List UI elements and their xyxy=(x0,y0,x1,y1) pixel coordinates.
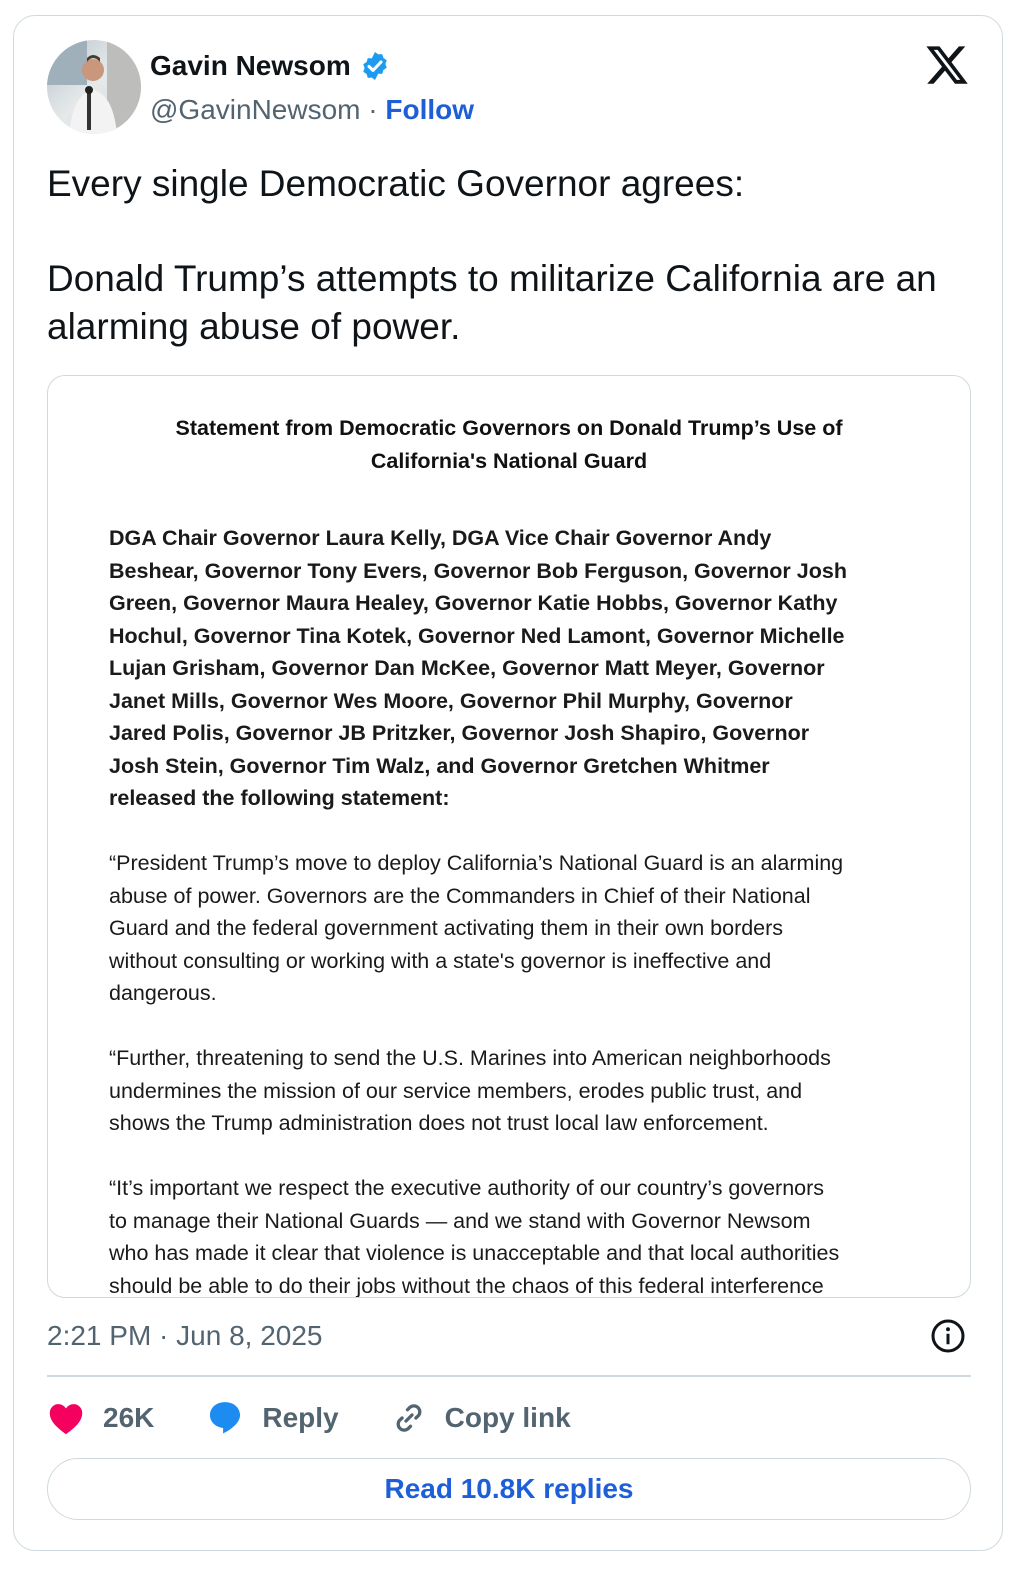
statement-line: Green, Governor Maura Healey, Governor Katie Hobbs, Governor Kathy xyxy=(109,591,838,615)
statement-line: abuse of power. Governors are the Commanders in Chief of their National xyxy=(109,883,811,908)
avatar[interactable] xyxy=(47,40,141,134)
action-bar xyxy=(47,1396,623,1440)
statement-line: should be able to do their jobs without the chaos of this federal interference xyxy=(109,1273,824,1298)
statement-title xyxy=(48,412,970,478)
heart-icon xyxy=(47,1401,85,1435)
statement-line: “Further, threatening to send the U.S. Marines into American neighborhoods xyxy=(109,1046,831,1070)
tweet-paragraph: Donald Trump’s attempts to militarize California are an alarming abuse of power. xyxy=(47,258,937,347)
statement-line: Jared Polis, Governor JB Pritzker, Governor Josh Shapiro, Governor xyxy=(109,721,810,745)
statement-line: Josh Stein, Governor Tim Walz, and Governor Gretchen Whitmer xyxy=(109,753,770,778)
statement-line: undermines the mission of our service members, erodes public trust, and xyxy=(109,1078,803,1103)
statement-line: Beshear, Governor Tony Evers, Governor Bob Ferguson, Governor Josh xyxy=(109,558,847,583)
statement-line: Guard and the federal government activating them in their own borders xyxy=(109,916,784,940)
statement-line: shows the Trump administration does not trust local law enforcement. xyxy=(109,1111,769,1135)
copy-link-label: Copy link xyxy=(444,1402,571,1433)
title-line: California's National Guard xyxy=(370,449,648,473)
divider xyxy=(47,1375,971,1377)
x-logo-icon[interactable] xyxy=(924,42,970,88)
like-button[interactable] xyxy=(47,1401,154,1435)
statement-paragraph-2 xyxy=(109,1042,831,1140)
author-name[interactable]: Gavin Newsom xyxy=(150,50,391,82)
statement-line: “President Trump’s move to deploy California’s National Guard is an alarming xyxy=(109,851,844,875)
link-icon xyxy=(391,1400,427,1436)
statement-line: dangerous. xyxy=(109,981,217,1005)
author-handle-row xyxy=(150,94,474,126)
title-line: Statement from Democratic Governors on Donald Trump’s Use of xyxy=(175,416,843,440)
reply-bubble-icon xyxy=(206,1399,244,1437)
verified-badge-icon xyxy=(359,50,391,82)
separator: · xyxy=(368,94,378,125)
statement-intro xyxy=(109,522,847,815)
statement-paragraph-3 xyxy=(109,1172,839,1298)
statement-line: Hochul, Governor Tina Kotek, Governor Ned Lamont, Governor Michelle xyxy=(109,623,845,648)
read-replies-button[interactable]: Read 10.8K replies xyxy=(47,1458,971,1520)
info-icon[interactable] xyxy=(930,1318,966,1354)
statement-paragraph-1 xyxy=(109,847,843,1010)
statement-line: “It’s important we respect the executive authority of our country’s governors xyxy=(109,1176,825,1200)
avatar-photo xyxy=(47,40,141,134)
statement-line: Lujan Grisham, Governor Dan McKee, Governor Matt Meyer, Governor xyxy=(109,656,825,680)
like-count: 26K xyxy=(103,1402,155,1433)
statement-line: to manage their National Guards — and we stand with Governor Newsom xyxy=(109,1208,811,1233)
statement-line: DGA Chair Governor Laura Kelly, DGA Vice Chair Governor Andy xyxy=(109,526,772,550)
author-handle[interactable]: @GavinNewsom xyxy=(150,94,361,125)
reply-button[interactable] xyxy=(206,1399,338,1437)
timestamp[interactable]: 2:21 PM · Jun 8, 2025 xyxy=(47,1320,323,1351)
statement-line: who has made it clear that violence is unacceptable and that local authorities xyxy=(109,1241,840,1265)
tweet-text xyxy=(47,160,967,351)
follow-button[interactable]: Follow xyxy=(385,94,475,125)
statement-line: without consulting or working with a state's governor is ineffective and xyxy=(109,948,772,973)
statement-line: released the following statement: xyxy=(109,786,450,810)
statement-image[interactable] xyxy=(47,375,971,1298)
tweet-paragraph: Every single Democratic Governor agrees: xyxy=(47,163,745,204)
reply-label: Reply xyxy=(262,1402,339,1433)
copy-link-button[interactable] xyxy=(391,1400,571,1436)
statement-line: Janet Mills, Governor Wes Moore, Governor Phil Murphy, Governor xyxy=(109,688,793,713)
